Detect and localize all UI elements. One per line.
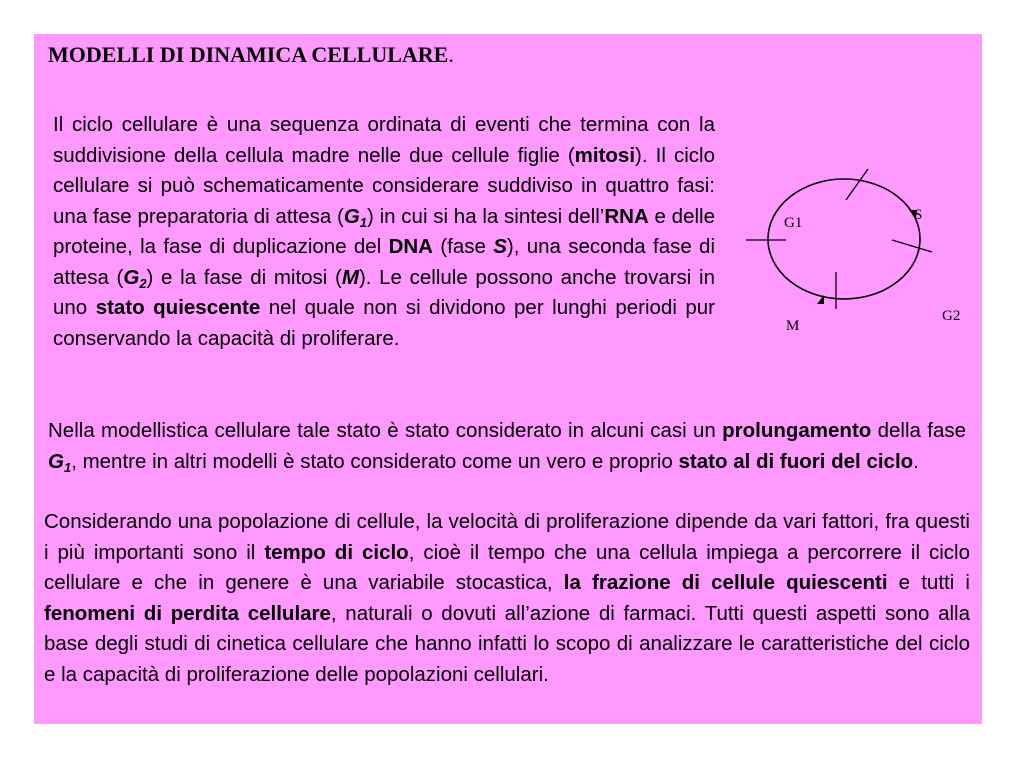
divider-s-g2 (892, 240, 932, 252)
title-period: . (448, 42, 454, 67)
slide-title (48, 42, 454, 68)
term-stato-quiescente: stato quiescente (95, 296, 261, 319)
term-frazione-quiescenti: la frazione di cellule quiescenti (563, 571, 888, 594)
label-s: S (914, 207, 923, 223)
slide (34, 34, 982, 724)
term-dna: DNA (388, 235, 433, 258)
title-text: MODELLI DI DINAMICA CELLULARE (48, 42, 449, 67)
term-s: S (493, 235, 507, 258)
term-mitosi: mitosi (574, 143, 636, 167)
label-m: M (786, 318, 800, 334)
term-g2: $G_2$ (123, 265, 147, 291)
cell-cycle-diagram (734, 164, 974, 334)
term-g1-phase: $G_1$ (48, 449, 72, 475)
label-g1: G1 (784, 215, 803, 231)
modelling-paragraph: Nella modellistica cellulare tale stato è stato considerato in alcuni casi un prolungamento della fase $G_1$, mentre in altri modelli è stato considerato come un vero e proprio stato al di fuori del ciclo. (48, 419, 966, 475)
term-prolungamento: prolungamento (722, 419, 872, 442)
term-rna: RNA (604, 204, 649, 228)
term-m: M (341, 265, 359, 289)
term-perdita-cellulare: fenomeni di perdita cellulare (44, 601, 331, 625)
term-tempo-di-ciclo: tempo di ciclo (264, 540, 409, 564)
cell-cycle-paragraph: Il ciclo cellulare è una sequenza ordinata di eventi che termina con la suddivisione della cellula madre nelle due cellule figlie (mitosi). Il ciclo cellulare si può schematicamente considerare suddiviso in quattro fasi: una fase preparatoria di attesa $(G_1)$ in cui si ha la sintesi dell’RNA e delle proteine, la fase di duplicazione del DNA (fase S), una seconda fase di attesa $(G_2)$ e la fase di mitosi (M). Le cellule possono anche trovarsi in uno stato quiescente nel quale non si dividono per lunghi periodi pur conservando la capacità di proliferare. (53, 113, 716, 350)
proliferation-paragraph: Considerando una popolazione di cellule, la velocità di proliferazione dipende da vari fattori, fra questi i più importanti sono il tempo di ciclo, cioè il tempo che una cellula impiega a percorrere il ciclo cellulare e che in genere è una variabile stocastica, la frazione di cellule quiescenti e tutti i fenomeni di perdita cellulare, naturali o dovuti all’azione di farmaci. Tutti questi aspetti sono alla base degli studi di cinetica cellulare che hanno infatti lo scopo di analizzare le caratteristiche del ciclo e la capacità di proliferazione delle popolazioni cellulari. (44, 510, 970, 686)
label-g2: G2 (942, 308, 961, 324)
divider-g1-s (846, 169, 868, 200)
cycle-ellipse (768, 179, 923, 299)
term-stato-fuori-ciclo: stato al di fuori del ciclo (678, 449, 914, 473)
term-g1: $G_1$ (343, 204, 368, 230)
